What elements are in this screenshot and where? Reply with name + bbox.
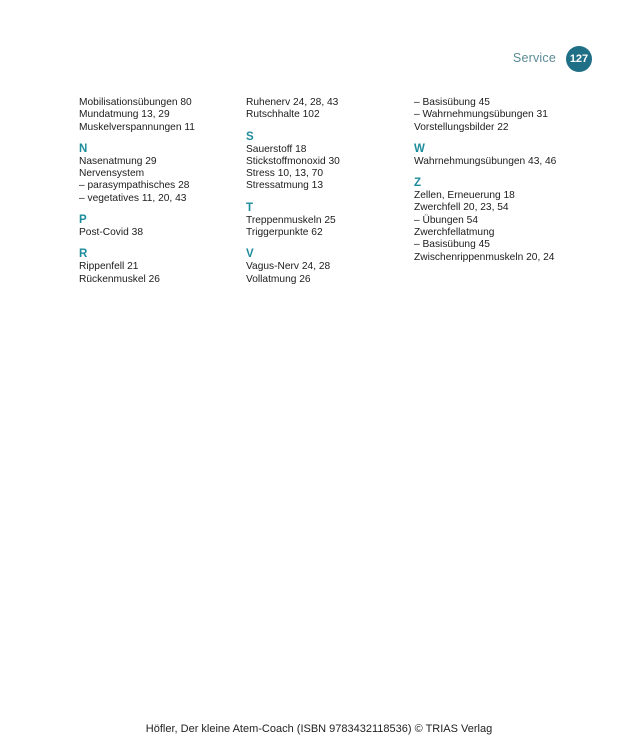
index-entry: – Basisübung 45 [414,239,490,251]
index-entry: Treppenmuskeln 25 [246,214,336,226]
index-entry: Vollatmung 26 [246,273,311,285]
index-entry: Triggerpunkte 62 [246,227,323,239]
index-entry: Zwerchfell 20, 23, 54 [414,202,509,214]
index-entry: Rückenmuskel 26 [79,273,160,285]
index-entry: Stickstoffmonoxid 30 [246,155,340,167]
index-entry: Mundatmung 13, 29 [79,109,170,121]
index-group [414,97,594,134]
index-entry: Zwerchfellatmung [414,227,495,239]
index-group [414,143,594,168]
index-entry: Vorstellungsbilder 22 [414,121,509,133]
index-group [79,248,239,286]
page-number-badge: 127 [566,46,592,72]
copyright-footer: Höfler, Der kleine Atem-Coach (ISBN 9783432118536) © TRIAS Verlag [145,723,493,735]
index-letter-heading: S [246,130,254,143]
index-entry: Muskelverspannungen 11 [79,121,195,133]
index-column-2 [246,97,406,295]
index-entry: Wahrnehmungsübungen 43, 46 [414,155,557,167]
section-title: Service [512,51,556,65]
index-group [246,248,406,286]
index-entry: – vegetatives 11, 20, 43 [79,192,187,204]
index-column-1 [79,97,239,295]
index-entry: Mobilisationsübungen 80 [79,97,192,108]
index-letter-heading: Z [414,177,422,190]
index-letter-heading: P [79,214,87,227]
index-entry: – Basisübung 45 [414,97,490,108]
index-entry: Rippenfell 21 [79,261,139,273]
index-group [79,214,239,239]
index-entry: – Übungen 54 [414,214,479,226]
index-letter-heading: R [79,248,88,261]
index-entry: Nasenatmung 29 [79,155,157,167]
index-entry: Ruhenerv 24, 28, 43 [246,97,339,108]
index-entry: Zellen, Erneuerung 18 [414,190,515,202]
index-group [246,97,406,122]
index-entry: Sauerstoff 18 [246,143,307,155]
index-entry: Vagus-Nerv 24, 28 [246,261,331,273]
index-column-3 [414,97,594,273]
index-entry: – Wahrnehmungsübungen 31 [414,109,548,121]
index-group [414,177,594,264]
index-group [79,97,239,134]
index-entry: Rutschhalte 102 [246,109,320,121]
index-group [79,143,239,205]
index-group [246,131,406,193]
index-entry: Stressatmung 13 [246,180,324,192]
index-entry: Zwischenrippenmuskeln 20, 24 [414,251,555,263]
index-letter-heading: V [246,248,254,261]
index-entry: Post-Covid 38 [79,227,143,239]
index-entry: – parasympathisches 28 [79,180,190,192]
index-entry: Stress 10, 13, 70 [246,168,324,180]
index-entry: Nervensystem [79,168,145,180]
index-group [246,202,406,240]
index-letter-heading: W [414,142,425,155]
index-letter-heading: N [79,142,88,155]
index-letter-heading: T [246,201,254,214]
